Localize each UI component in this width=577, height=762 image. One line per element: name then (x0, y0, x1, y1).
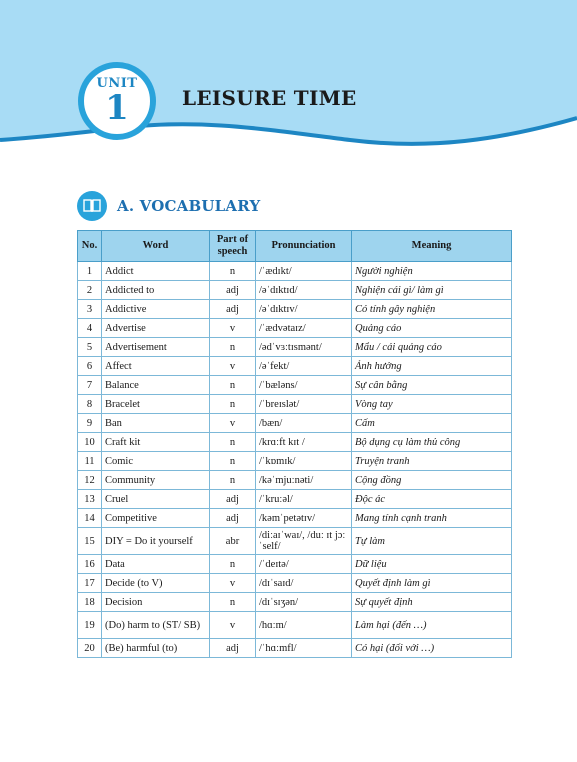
cell-word: Addicted to (102, 281, 210, 300)
cell-meaning: Dữ liệu (352, 555, 512, 574)
cell-pronunciation: /ˈkruːəl/ (256, 490, 352, 509)
cell-pronunciation: /ˈædɪkt/ (256, 262, 352, 281)
table-row (78, 528, 512, 555)
table-row (78, 612, 512, 639)
cell-meaning: Có tính gây nghiện (352, 300, 512, 319)
cell-no: 8 (78, 395, 102, 414)
table-row (78, 555, 512, 574)
cell-meaning: Mang tính cạnh tranh (352, 509, 512, 528)
unit-number: 1 (105, 88, 129, 128)
cell-part-of-speech: n (210, 471, 256, 490)
table-row (78, 300, 512, 319)
table-row (78, 433, 512, 452)
cell-word: Decide (to V) (102, 574, 210, 593)
cell-meaning: Vòng tay (352, 395, 512, 414)
table-row (78, 452, 512, 471)
table-row (78, 593, 512, 612)
cell-pronunciation: /ˈhɑːmfl/ (256, 639, 352, 658)
cell-pronunciation: /ˈbæləns/ (256, 376, 352, 395)
table-row (78, 395, 512, 414)
cell-no: 14 (78, 509, 102, 528)
header-meaning: Meaning (352, 231, 512, 262)
cell-pronunciation: /ˈkɒmɪk/ (256, 452, 352, 471)
cell-no: 13 (78, 490, 102, 509)
cell-word: (Do) harm to (ST/ SB) (102, 612, 210, 639)
cell-meaning: Cấm (352, 414, 512, 433)
cell-pronunciation: /əˈdɪktɪd/ (256, 281, 352, 300)
cell-word: DIY = Do it yourself (102, 528, 210, 555)
cell-part-of-speech: n (210, 338, 256, 357)
cell-pronunciation: /əˈfekt/ (256, 357, 352, 376)
cell-meaning: Người nghiện (352, 262, 512, 281)
cell-part-of-speech: adj (210, 490, 256, 509)
cell-word: Affect (102, 357, 210, 376)
cell-part-of-speech: n (210, 555, 256, 574)
cell-part-of-speech: adj (210, 639, 256, 658)
cell-meaning: Bộ dụng cụ làm thủ công (352, 433, 512, 452)
cell-word: Bracelet (102, 395, 210, 414)
cell-word: Data (102, 555, 210, 574)
table-row (78, 338, 512, 357)
unit-label: UNIT (96, 76, 138, 91)
cell-word: Community (102, 471, 210, 490)
cell-pronunciation: /əˈdɪktɪv/ (256, 300, 352, 319)
cell-no: 15 (78, 528, 102, 555)
table-row (78, 639, 512, 658)
cell-part-of-speech: v (210, 357, 256, 376)
cell-pronunciation: /dɪˈsɪʒən/ (256, 593, 352, 612)
cell-word: (Be) harmful (to) (102, 639, 210, 658)
cell-no: 11 (78, 452, 102, 471)
cell-no: 6 (78, 357, 102, 376)
cell-part-of-speech: n (210, 262, 256, 281)
cell-no: 20 (78, 639, 102, 658)
cell-pronunciation: /ədˈvɜːtɪsmənt/ (256, 338, 352, 357)
cell-part-of-speech: adj (210, 509, 256, 528)
cell-meaning: Độc ác (352, 490, 512, 509)
cell-meaning: Sự quyết định (352, 593, 512, 612)
table-header-row (78, 231, 512, 262)
cell-meaning: Mẩu / cái quảng cáo (352, 338, 512, 357)
cell-word: Advertise (102, 319, 210, 338)
cell-part-of-speech: v (210, 574, 256, 593)
cell-no: 5 (78, 338, 102, 357)
cell-no: 18 (78, 593, 102, 612)
cell-word: Addict (102, 262, 210, 281)
header-word: Word (102, 231, 210, 262)
cell-pronunciation: /ˈdeɪtə/ (256, 555, 352, 574)
cell-word: Competitive (102, 509, 210, 528)
cell-word: Addictive (102, 300, 210, 319)
cell-part-of-speech: v (210, 414, 256, 433)
unit-badge (78, 62, 156, 140)
table-row (78, 357, 512, 376)
cell-no: 16 (78, 555, 102, 574)
cell-word: Advertisement (102, 338, 210, 357)
header-pronunciation: Pronunciation (256, 231, 352, 262)
section-title: A. VOCABULARY (117, 197, 261, 215)
table-row (78, 574, 512, 593)
cell-word: Ban (102, 414, 210, 433)
cell-no: 12 (78, 471, 102, 490)
cell-meaning: Sự cân bằng (352, 376, 512, 395)
table-row (78, 281, 512, 300)
cell-pronunciation: /bæn/ (256, 414, 352, 433)
page-title: LEISURE TIME (182, 86, 357, 110)
table-row (78, 414, 512, 433)
cell-no: 7 (78, 376, 102, 395)
section-heading (77, 191, 260, 221)
cell-part-of-speech: n (210, 593, 256, 612)
cell-pronunciation: /diːaɪˈwaɪ/, /duː ɪt jɔːˈself/ (256, 528, 352, 555)
book-icon (77, 191, 107, 221)
cell-part-of-speech: v (210, 319, 256, 338)
cell-no: 3 (78, 300, 102, 319)
cell-part-of-speech: abr (210, 528, 256, 555)
cell-pronunciation: /dɪˈsaɪd/ (256, 574, 352, 593)
table-row (78, 471, 512, 490)
cell-part-of-speech: n (210, 395, 256, 414)
cell-word: Cruel (102, 490, 210, 509)
cell-pronunciation: /hɑːm/ (256, 612, 352, 639)
cell-pronunciation: /ˈædvətaɪz/ (256, 319, 352, 338)
cell-meaning: Quảng cáo (352, 319, 512, 338)
cell-word: Comic (102, 452, 210, 471)
cell-part-of-speech: adj (210, 300, 256, 319)
cell-pronunciation: /kəˈmjuːnəti/ (256, 471, 352, 490)
header-no: No. (78, 231, 102, 262)
cell-meaning: Cộng đồng (352, 471, 512, 490)
header-part-of-speech: Part of speech (210, 231, 256, 262)
cell-meaning: Quyết định làm gì (352, 574, 512, 593)
cell-meaning: Làm hại (đến …) (352, 612, 512, 639)
cell-part-of-speech: n (210, 452, 256, 471)
cell-word: Craft kit (102, 433, 210, 452)
cell-no: 19 (78, 612, 102, 639)
table-row (78, 490, 512, 509)
cell-meaning: Tự làm (352, 528, 512, 555)
cell-meaning: Có hại (đối với …) (352, 639, 512, 658)
cell-word: Balance (102, 376, 210, 395)
cell-part-of-speech: v (210, 612, 256, 639)
cell-part-of-speech: n (210, 376, 256, 395)
cell-pronunciation: /ˈbreɪslət/ (256, 395, 352, 414)
cell-pronunciation: /krɑːft kɪt / (256, 433, 352, 452)
cell-no: 2 (78, 281, 102, 300)
cell-pronunciation: /kəmˈpetətɪv/ (256, 509, 352, 528)
table-row (78, 319, 512, 338)
table-row (78, 262, 512, 281)
cell-meaning: Nghiện cái gì/ làm gì (352, 281, 512, 300)
cell-part-of-speech: adj (210, 281, 256, 300)
cell-no: 17 (78, 574, 102, 593)
cell-no: 9 (78, 414, 102, 433)
vocabulary-table (77, 230, 512, 658)
table-row (78, 376, 512, 395)
cell-meaning: Ảnh hưởng (352, 357, 512, 376)
cell-meaning: Truyện tranh (352, 452, 512, 471)
cell-no: 1 (78, 262, 102, 281)
cell-no: 4 (78, 319, 102, 338)
table-row (78, 509, 512, 528)
cell-word: Decision (102, 593, 210, 612)
cell-no: 10 (78, 433, 102, 452)
cell-part-of-speech: n (210, 433, 256, 452)
